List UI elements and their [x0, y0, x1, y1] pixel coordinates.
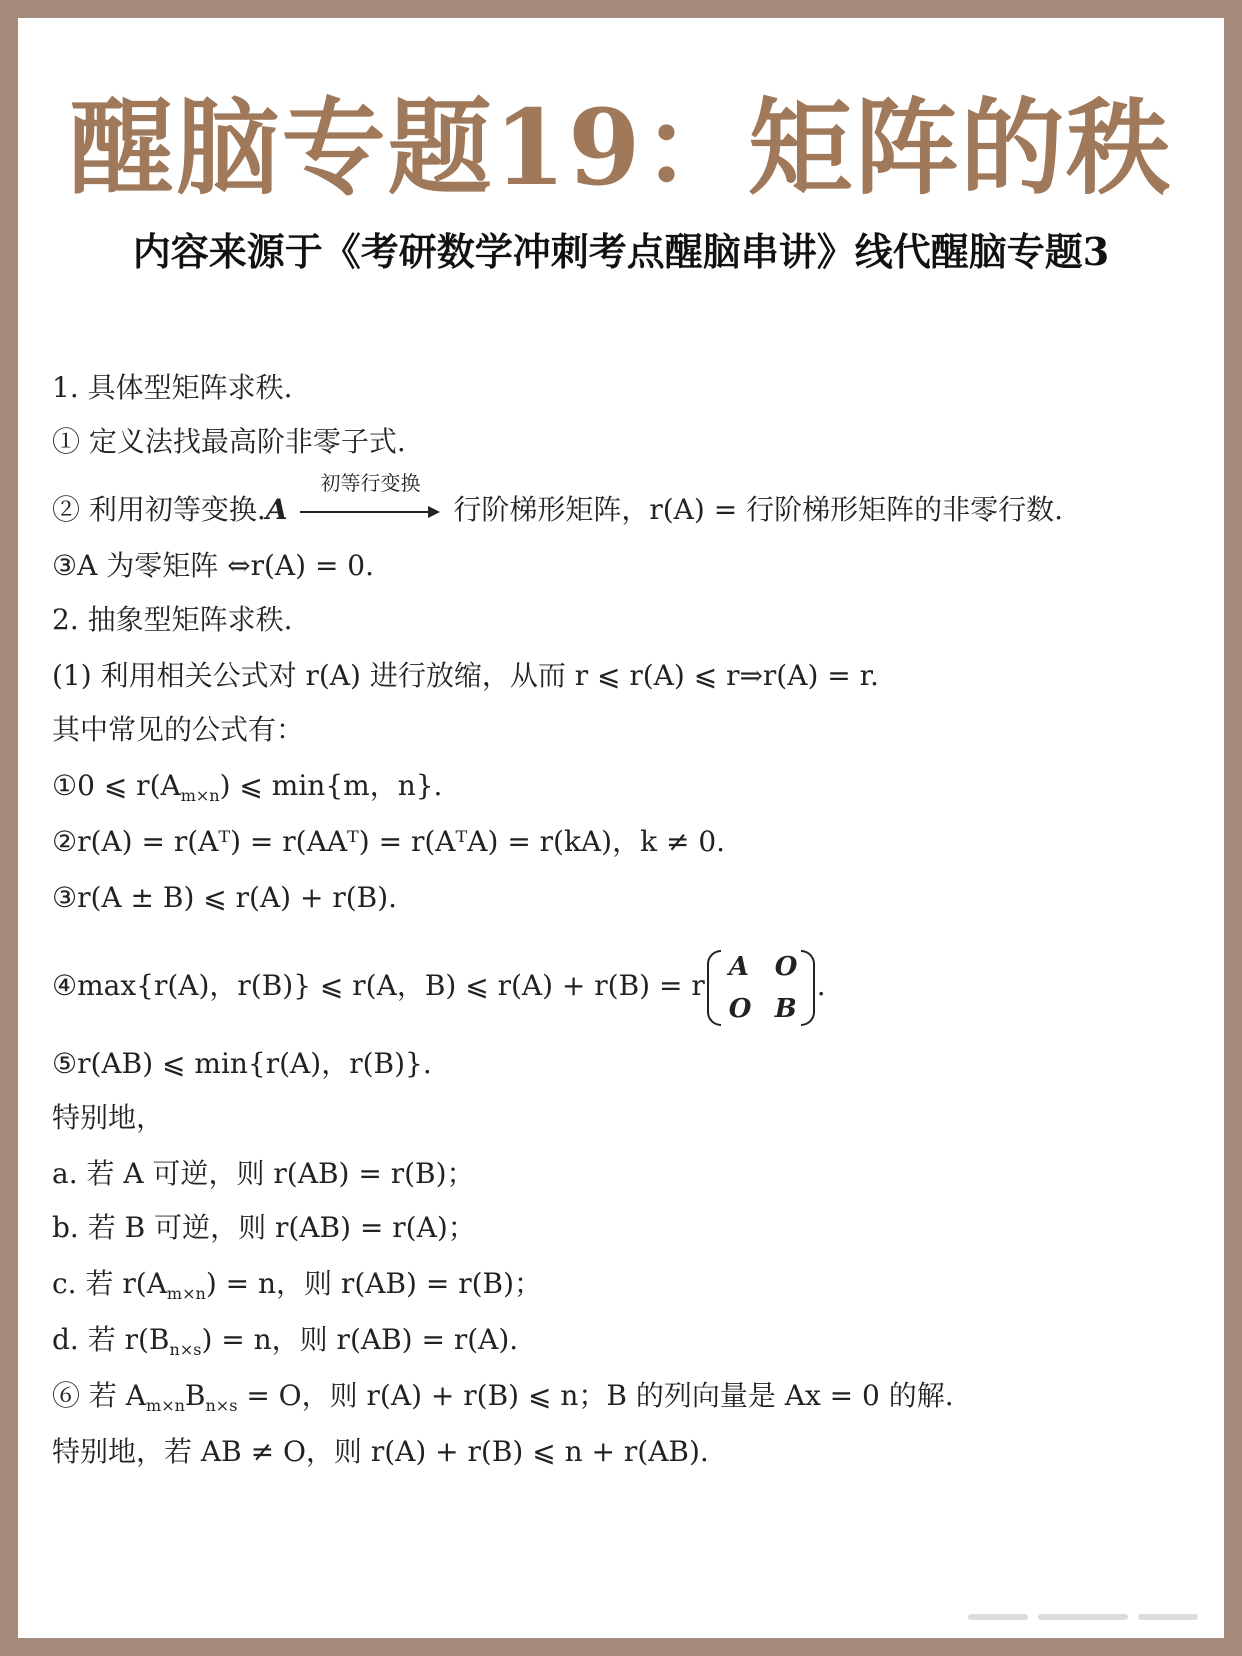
line-17-pre: d. 若 r(B [52, 1323, 170, 1356]
line-6: (1) 利用相关公式对 r(A) 进行放缩，从而 r ⩽ r(A) ⩽ r⇒r(A) = r. [52, 659, 879, 692]
line-10: ③r(A ± B) ⩽ r(A) + r(B). [52, 881, 398, 914]
line-17-post: ) = n，则 r(AB) = r(A). [201, 1323, 519, 1356]
line-17 [52, 1320, 518, 1370]
line-1: 1. 具体型矩阵求秩. [52, 371, 293, 404]
watermark [968, 1610, 1198, 1624]
line-2: ① 定义法找最高阶非零子式. [52, 425, 406, 458]
line-12: ⑤r(AB) ⩽ min{r(A)，r(B)}. [52, 1047, 432, 1080]
line-13: 特别地， [52, 1101, 165, 1134]
line-11-post: . [816, 969, 826, 1002]
right-paren [801, 950, 815, 1026]
line-18-sub2: n×s [205, 1396, 238, 1415]
line-16-post: ) = n，则 r(AB) = r(B)； [205, 1267, 543, 1300]
arrow-head-icon [428, 506, 440, 518]
line-9: ②r(A) = r(Aᵀ) = r(AAᵀ) = r(AᵀA) = r(kA)，k ≠ 0. [52, 825, 726, 858]
line-11-pre: ④max{r(A)，r(B)} ⩽ r(A，B) ⩽ r(A) + r(B) = r [52, 969, 705, 1002]
line-4: ③A 为零矩阵 ⇔r(A) = 0. [52, 549, 375, 582]
left-paren [707, 950, 721, 1026]
line-18-post: = O，则 r(A) + r(B) ⩽ n；B 的列向量是 Ax = 0 的解. [237, 1379, 954, 1412]
line-18 [52, 1376, 954, 1426]
matrix-a-symbol: A [265, 493, 288, 526]
line-8-sub: m×n [180, 786, 220, 805]
block-matrix [707, 950, 815, 1026]
line-16 [52, 1264, 542, 1314]
watermark-mark [1038, 1614, 1128, 1620]
line-5: 2. 抽象型矩阵求秩. [52, 603, 293, 636]
line-3 [52, 470, 1063, 530]
line-8-pre: ①0 ⩽ r(A [52, 769, 181, 802]
line-16-sub: m×n [166, 1284, 206, 1303]
line-18-mid: B [184, 1379, 206, 1412]
line-11 [52, 944, 826, 1028]
line-19: 特别地，若 AB ≠ O，则 r(A) + r(B) ⩽ n + r(AB). [52, 1435, 709, 1468]
content-card [18, 18, 1224, 1638]
line-15: b. 若 B 可逆，则 r(AB) = r(A)； [52, 1211, 476, 1244]
page-subtitle: 内容来源于《考研数学冲刺考点醒脑串讲》线代醒脑专题3 [132, 229, 1110, 274]
watermark-mark [968, 1614, 1028, 1620]
matrix-cell: A [728, 951, 749, 982]
arrow-label: 初等行变换 [320, 470, 421, 495]
matrix-cell: O [774, 951, 798, 982]
line-8-post: ) ⩽ min{m，n}. [219, 769, 443, 802]
line-18-pre: ⑥ 若 A [52, 1379, 147, 1412]
matrix-cell: O [728, 993, 752, 1024]
line-17-sub: n×s [169, 1340, 202, 1359]
line-18-sub1: m×n [146, 1396, 185, 1415]
arrow-shaft [300, 511, 432, 513]
matrix-cell: B [774, 993, 797, 1024]
page-title: 醒脑专题19：矩阵的秩 [69, 86, 1173, 209]
line-16-pre: c. 若 r(A [52, 1267, 167, 1300]
watermark-mark [1138, 1614, 1198, 1620]
line-8 [52, 766, 442, 816]
line-3-post: 行阶梯形矩阵，r(A) = 行阶梯形矩阵的非零行数. [453, 493, 1063, 526]
row-transform-arrow [300, 470, 440, 527]
line-14: a. 若 A 可逆，则 r(AB) = r(B)； [52, 1157, 475, 1190]
line-3-pre: ② 利用初等变换. [52, 493, 266, 526]
line-7: 其中常见的公式有： [52, 713, 305, 746]
